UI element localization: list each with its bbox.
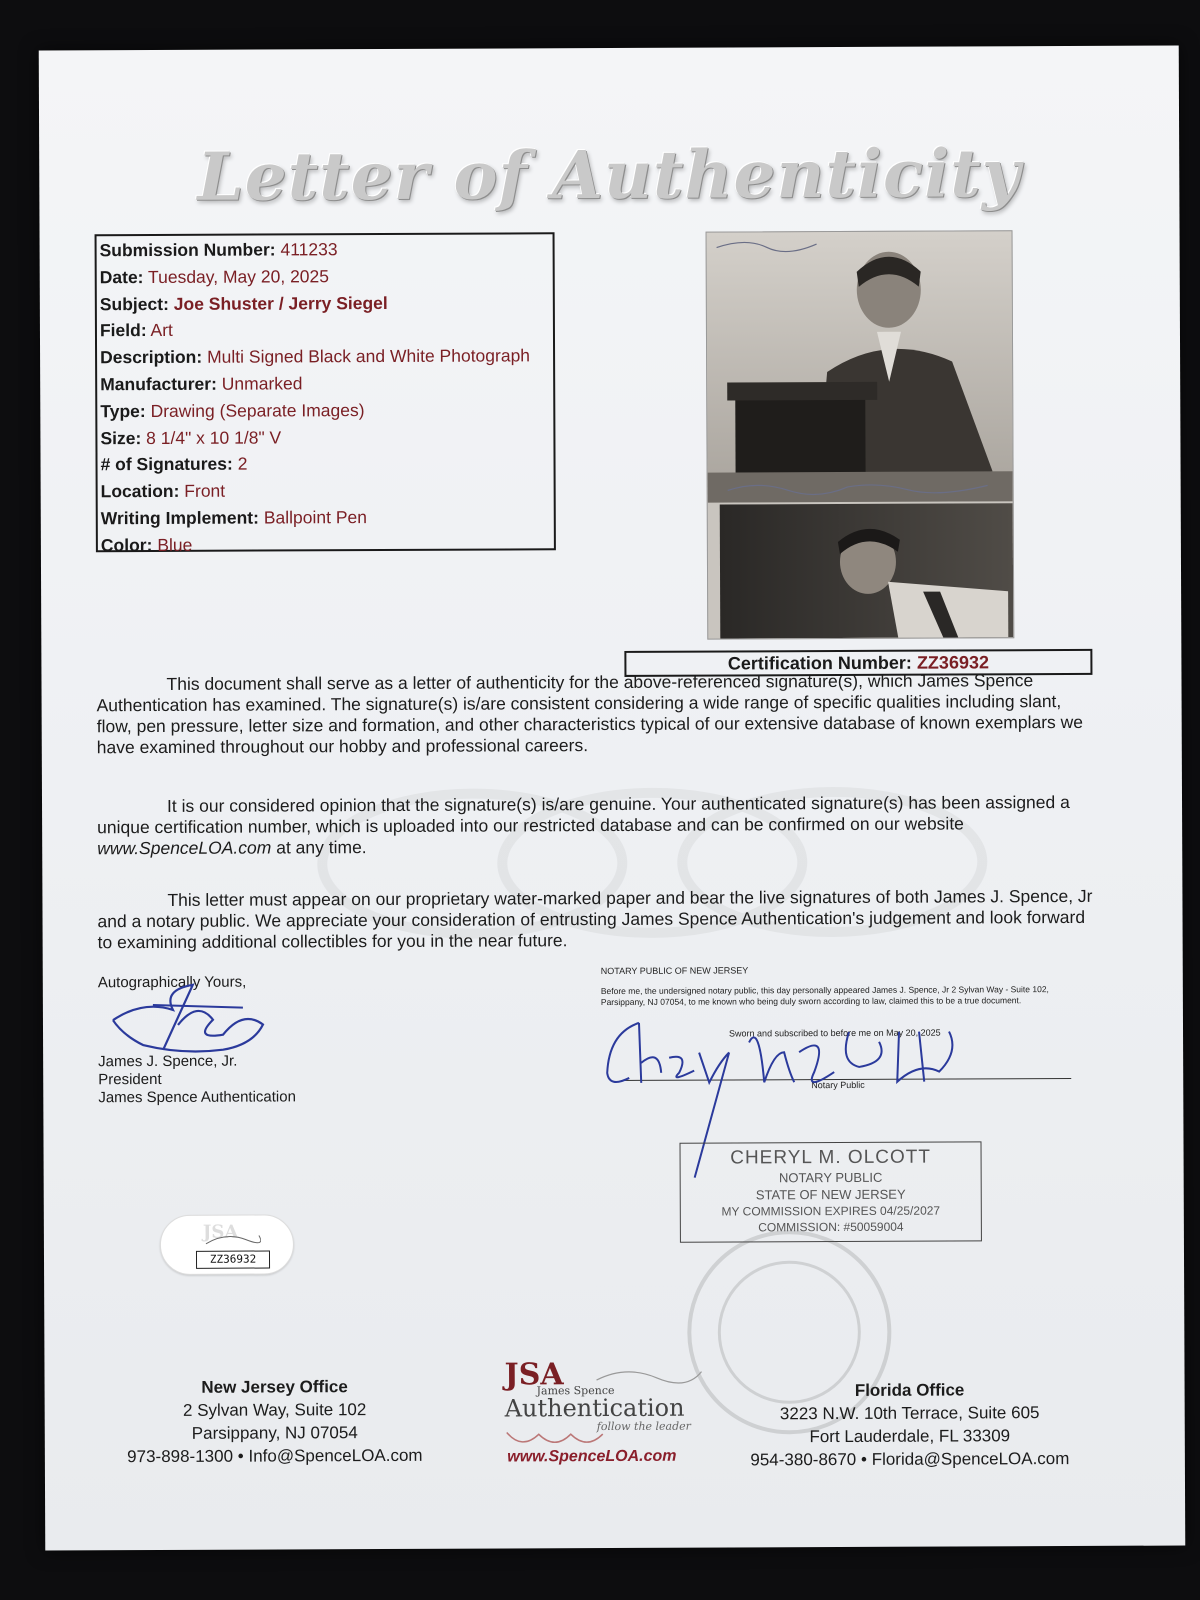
- detail-row-type: [100, 396, 550, 425]
- detail-row-location: [101, 476, 551, 505]
- detail-label: Type:: [100, 400, 146, 422]
- paragraph-authenticity: This document shall serve as a letter of authenticity for the above-referenced signature(s), which James Spence Authentication has examined. The signature(s) is/are consistent considering a wide range of specific qualities including slant, flow, pen pressure, letter size and formation, and other characteristics typical of our extensive database of known exemplars we have examined throughout our hobby and professional careers.: [96, 670, 1084, 758]
- detail-row-writing-implement: [101, 503, 551, 532]
- notary-sworn-date: Sworn and subscribed to before me on May 20, 2025: [729, 1027, 941, 1039]
- nj-office-phone: 973-898-1300: [127, 1446, 234, 1467]
- notary-public-label: Notary Public: [811, 1079, 865, 1091]
- detail-value: Tuesday, May 20, 2025: [147, 266, 330, 287]
- detail-label: Writing Implement:: [100, 507, 259, 529]
- detail-label: Field:: [99, 320, 147, 341]
- detail-row-description: [100, 342, 550, 371]
- sticker-jsa-mark: [201, 1220, 261, 1250]
- paragraph-opinion-text: It is our considered opinion that the signature(s) is/are genuine. Your authenticated signature(s) has been assigned a unique certification number, which is uploaded into our restricted database and can be confirmed on our website: [97, 792, 1070, 838]
- nj-office-name: New Jersey Office: [201, 1377, 348, 1397]
- nj-office: [110, 1375, 440, 1468]
- fl-office-phone: 954-380-8670: [750, 1449, 857, 1470]
- logo-authentication-text: Authentication: [504, 1393, 685, 1423]
- fl-office-contact: [725, 1447, 1095, 1472]
- detail-value: 2: [237, 453, 248, 475]
- certification-label: Certification Number:: [727, 652, 912, 674]
- detail-value: Drawing (Separate Images): [150, 399, 365, 421]
- logo-jsa-text: JSA: [504, 1357, 564, 1393]
- svg-text:JSA: JSA: [202, 1221, 239, 1243]
- paragraph-watermark: This letter must appear on our proprietary water-marked paper and bear the live signatures of both James J. Spence, Jr and a notary public. We appreciate your consideration of entrusting James Spence Authentication's judgement and look forward to examining additional collectibles for you in the near future.: [97, 885, 1093, 953]
- detail-row-signature-count: [100, 450, 550, 479]
- notary-stamp: [680, 1141, 982, 1242]
- fl-office-name: Florida Office: [854, 1380, 965, 1400]
- detail-label: Location:: [100, 481, 180, 502]
- detail-value: Blue: [157, 534, 193, 555]
- notary-stamp-line2: STATE OF NEW JERSEY: [755, 1186, 906, 1203]
- detail-label: Manufacturer:: [100, 373, 217, 395]
- sticker-number: ZZ36932: [196, 1250, 270, 1268]
- nj-office-contact: [110, 1444, 440, 1468]
- nj-office-address-2: Parsippany, NJ 07054: [191, 1423, 358, 1443]
- detail-value: Unmarked: [221, 373, 303, 394]
- detail-row-field: [100, 316, 550, 345]
- signoff-closing: Autographically Yours,: [97, 973, 247, 992]
- fl-office: [725, 1378, 1095, 1472]
- photo-illustration: [707, 231, 1014, 638]
- logo-tagline-text: follow the leader: [596, 1419, 691, 1434]
- detail-label: Color:: [100, 534, 153, 555]
- detail-label: Subject:: [99, 293, 169, 314]
- detail-value: Front: [184, 480, 226, 502]
- notary-stamp-name: CHERYL M. OLCOTT: [730, 1146, 931, 1169]
- letter-paper: [39, 46, 1186, 1551]
- authentication-sticker: [160, 1214, 294, 1275]
- detail-value: Multi Signed Black and White Photograph: [207, 345, 531, 367]
- notary-stamp-line1: NOTARY PUBLIC: [778, 1169, 883, 1186]
- detail-label: Size:: [100, 427, 142, 448]
- detail-row-submission: [100, 235, 550, 264]
- detail-row-color: [101, 530, 551, 559]
- fl-office-address-2: Fort Lauderdale, FL 33309: [809, 1426, 1011, 1447]
- details-box: [95, 232, 556, 555]
- fl-office-email[interactable]: Florida@SpenceLOA.com: [871, 1449, 1070, 1469]
- detail-row-date: [100, 262, 550, 291]
- paragraph-opinion-end: at any time.: [271, 837, 367, 858]
- fl-office-address-1: 3223 N.W. 10th Terrace, Suite 605: [779, 1403, 1040, 1424]
- bullet-separator: •: [860, 1449, 867, 1469]
- notary-heading: NOTARY PUBLIC OF NEW JERSEY: [600, 965, 749, 977]
- logo-james-spence-text: James Spence: [536, 1383, 615, 1398]
- detail-value: Art: [150, 320, 173, 341]
- nj-office-email[interactable]: Info@SpenceLOA.com: [248, 1445, 423, 1466]
- president-company: James Spence Authentication: [98, 1088, 296, 1107]
- president-name: James J. Spence, Jr.: [98, 1052, 238, 1071]
- detail-label: Description:: [100, 346, 203, 368]
- detail-value: Ballpoint Pen: [263, 507, 367, 528]
- detail-row-size: [100, 423, 550, 452]
- certification-number: ZZ36932: [916, 652, 990, 673]
- notary-stamp-line4: COMMISSION: #50059004: [758, 1219, 904, 1235]
- nj-office-address-1: 2 Sylvan Way, Suite 102: [182, 1400, 367, 1420]
- bullet-separator: •: [237, 1446, 244, 1466]
- item-photograph: [706, 230, 1015, 639]
- detail-row-manufacturer: [100, 369, 550, 398]
- page-title: Letter of Authenticity: [197, 134, 1022, 216]
- detail-row-subject: [100, 289, 550, 318]
- detail-label: # of Signatures:: [100, 454, 233, 475]
- detail-label: Submission Number:: [99, 239, 276, 261]
- president-role: President: [98, 1070, 162, 1089]
- detail-label: Date:: [99, 266, 144, 288]
- notary-stamp-line3: MY COMMISSION EXPIRES 04/25/2027: [721, 1203, 941, 1219]
- paragraph-opinion: [97, 792, 1097, 859]
- logo-website-link[interactable]: www.SpenceLOA.com: [507, 1447, 677, 1466]
- notary-statement: Before me, the undersigned notary public, this day personally appeared James J. Spence, Jr 2 Sylvan Way - Suite 102, Parsippany, NJ 07054, to me known who being duly sworn according to law, claimed this to be a true document.: [600, 984, 1049, 1007]
- detail-value: 8 1/4" x 10 1/8" V: [146, 427, 282, 448]
- detail-value: 411233: [280, 239, 338, 260]
- website-link[interactable]: www.SpenceLOA.com: [97, 837, 272, 859]
- detail-value: Joe Shuster / Jerry Siegel: [173, 292, 388, 314]
- president-signature: [103, 979, 283, 1060]
